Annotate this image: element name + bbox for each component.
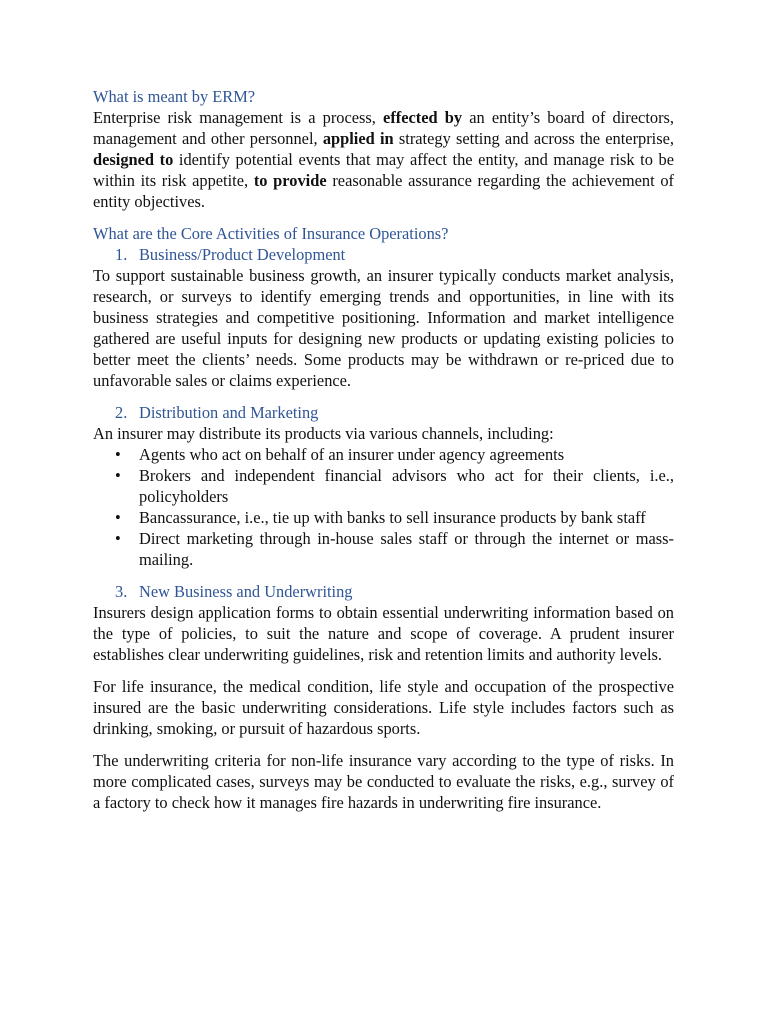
list-item xyxy=(93,507,674,528)
section-number: 2. xyxy=(115,403,128,422)
underwriting-paragraph: For life insurance, the medical condition, life style and occupation of the prospective insured are the basic underwriting considerations. Life style includes factors such as drinking, smoking, or pursuit of hazardous sports. xyxy=(93,677,674,738)
list-item xyxy=(93,528,674,570)
erm-bold-phrase: applied in xyxy=(322,129,394,148)
list-item-text: Brokers and independent financial advisors who act for their clients, i.e., policyholders xyxy=(139,466,674,506)
erm-bold-phrase: designed to xyxy=(93,150,174,169)
bullet-icon: • xyxy=(115,529,121,548)
business-development-paragraph: To support sustainable business growth, an insurer typically conducts market analysis, research, or surveys to identify emerging trends and opportunities, in line with its business strategies and competitive positioning. Information and market intelligence gathered are useful inputs for designing new products or updating existing policies to better meet the clients’ needs. Some products may be withdrawn or re-priced due to unfavorable sales or claims experience. xyxy=(93,266,674,390)
erm-definition-paragraph xyxy=(93,107,674,212)
bullet-icon: • xyxy=(115,508,121,527)
bullet-icon: • xyxy=(115,466,121,485)
section-title: New Business and Underwriting xyxy=(139,582,353,601)
section-title: Business/Product Development xyxy=(139,245,346,264)
document-page xyxy=(93,86,674,813)
section-heading-new-business-underwriting xyxy=(93,581,674,602)
list-item-text: Bancassurance, i.e., tie up with banks to sell insurance products by bank staff xyxy=(139,508,646,527)
distribution-channel-list xyxy=(93,444,674,570)
list-item xyxy=(93,465,674,507)
bullet-icon: • xyxy=(115,445,121,464)
erm-text-segment: Enterprise risk management is a process, xyxy=(93,108,384,127)
list-item-text: Agents who act on behalf of an insurer under agency agreements xyxy=(139,445,565,464)
section-title: Distribution and Marketing xyxy=(139,403,319,422)
erm-text-segment: an entity’s board of directors, management and other personnel, xyxy=(93,108,675,148)
erm-bold-phrase: to provide xyxy=(253,171,327,190)
underwriting-paragraph: Insurers design application forms to obtain essential underwriting information based on the type of policies, to suit the nature and scope of coverage. A prudent insurer establishes clear underwriting guidelines, risk and retention limits and authority levels. xyxy=(93,603,674,664)
underwriting-paragraph: The underwriting criteria for non-life insurance vary according to the type of risks. In more complicated cases, surveys may be conducted to evaluate the risks, e.g., survey of a factory to check how it manages fire hazards in underwriting fire insurance. xyxy=(93,751,674,812)
erm-heading: What is meant by ERM? xyxy=(93,87,256,106)
section-heading-distribution-marketing xyxy=(93,402,674,423)
section-heading-business-development xyxy=(93,244,674,265)
erm-text-segment: identify potential events that may affect the entity, and manage risk to be within its risk appetite, xyxy=(93,150,675,190)
section-number: 3. xyxy=(115,582,128,601)
distribution-intro: An insurer may distribute its products via various channels, including: xyxy=(93,424,554,443)
list-item-text: Direct marketing through in-house sales staff or through the internet or mass-mailing. xyxy=(139,529,674,569)
erm-text-segment: reasonable assurance regarding the achievement of entity objectives. xyxy=(93,171,675,211)
erm-text-segment: strategy setting and across the enterprise, xyxy=(393,129,674,148)
core-activities-heading: What are the Core Activities of Insurance Operations? xyxy=(93,224,449,243)
erm-bold-phrase: effected by xyxy=(383,108,463,127)
list-item xyxy=(93,444,674,465)
section-number: 1. xyxy=(115,245,128,264)
